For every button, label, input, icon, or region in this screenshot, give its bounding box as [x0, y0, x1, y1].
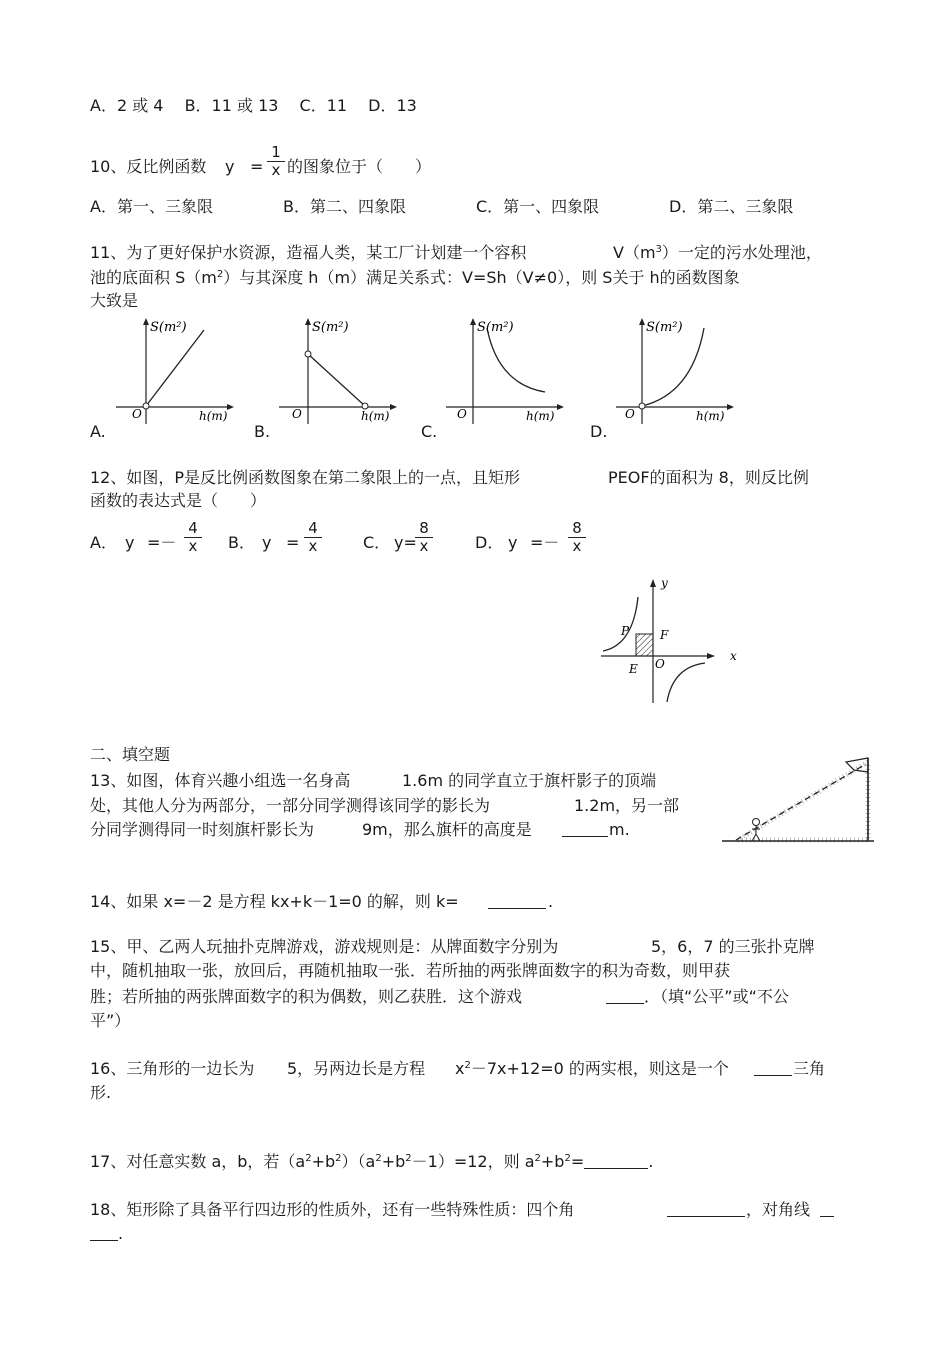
q16-line1e: 三角: [793, 1059, 826, 1078]
q15-line1a: 15、甲、乙两人玩抽扑克牌游戏，游戏规则是：从牌面数字分别为: [90, 937, 559, 956]
q12-a-den: x: [184, 537, 202, 555]
q12-fig-o: O: [655, 657, 665, 671]
q12-c-fraction: [415, 520, 433, 555]
q12-d-num: 8: [572, 519, 582, 537]
q16-answer-blank: [754, 1061, 792, 1076]
q13-line1a: 13、如图，体育兴趣小组选一名身高: [90, 771, 351, 790]
q16-line1a: 16、三角形的一边长为: [90, 1059, 255, 1078]
q18-line1b: ，对角线: [746, 1200, 811, 1219]
q12-fig-f: F: [660, 628, 669, 642]
q11-line2: 池的底面积 $S(m^2)$与其深度 h（m）满足关系式：V=Sh（V≠0），则 S关于 h的函数图象: [90, 268, 740, 287]
q10-prefix: 10、反比例函数: [90, 157, 207, 176]
q16-line2: 形.: [90, 1083, 112, 1102]
q12-c-pre: y=: [394, 533, 417, 552]
q11-line3: 大致是: [90, 291, 139, 310]
q13-flagpole-figure: [718, 752, 878, 847]
q12-d-fraction: [568, 520, 586, 555]
q11-c-origin: O: [457, 407, 467, 421]
q12-a-fraction: [184, 520, 202, 555]
q10-option-c: C．第一、四象限: [476, 197, 600, 216]
q12-c-label: C．: [363, 533, 391, 552]
q10-option-d: D．第二、三象限: [669, 197, 794, 216]
q11-d-ylabel: S(m²): [646, 320, 683, 335]
q15-line1b: 5，6，7 的三张扑克牌: [651, 937, 815, 956]
q11-b-ylabel: S(m²): [312, 320, 349, 335]
q11-a-ylabel: S(m²): [150, 320, 187, 335]
q12-a-label: A．: [90, 533, 117, 552]
q11-line1a: 11、为了更好保护水资源，造福人类，某工厂计划建一个容积: [90, 243, 527, 262]
q11-a-xlabel: h(m): [199, 409, 228, 423]
q15-line3a: 胜；若所抽的两张牌面数字的积为偶数，则乙获胜．这个游戏: [90, 987, 523, 1006]
q11-c-ylabel: S(m²): [477, 320, 514, 335]
q15-answer-blank: [606, 989, 644, 1004]
q11-label-a: A.: [90, 422, 106, 441]
q12-b-fraction: [304, 520, 322, 555]
q11-label-c: C.: [421, 422, 438, 441]
q10-suffix: 的图象位于（ ）: [287, 157, 432, 176]
q18-diagonal-blank-start: [820, 1202, 834, 1217]
q18-line2: .: [118, 1224, 124, 1243]
section-fill-in-title: 二、填空题: [90, 745, 171, 764]
q11-line1b: $V(m^3)$一定的污水处理池，: [613, 243, 822, 262]
q11-label-d: D.: [590, 422, 608, 441]
q10-fraction: [267, 144, 285, 179]
q12-d-var: y: [508, 533, 518, 552]
q14-answer-blank: [488, 894, 546, 909]
q16-line1c: $x^2-7x+12=0$ 的两实根，则这是一个: [455, 1059, 729, 1078]
q12-a-eq: =－: [147, 533, 177, 552]
q12-fig-p: P: [621, 624, 630, 638]
q12-d-label: D．: [475, 533, 504, 552]
q14-end: .: [548, 892, 554, 911]
q12-c-den: x: [415, 537, 433, 555]
q13-line3c: m.: [609, 820, 630, 839]
q11-b-origin: O: [292, 407, 302, 421]
q13-line3a: 分同学测得同一时刻旗杆影长为: [90, 820, 315, 839]
q12-c-num: 8: [419, 519, 429, 537]
q11-c-xlabel: h(m): [526, 409, 555, 423]
q10-num: 1: [271, 143, 281, 161]
q12-d-eq: =－: [530, 533, 560, 552]
q10-den: x: [267, 161, 285, 179]
q18-line1a: 18、矩形除了具备平行四边形的性质外，还有一些特殊性质：四个角: [90, 1200, 575, 1219]
q13-line3b: 9m，那么旗杆的高度是: [362, 820, 532, 839]
q12-fig-e: E: [629, 662, 638, 676]
q12-line1a: 12、如图，P是反比例函数图象在第二象限上的一点，且矩形: [90, 468, 521, 487]
q10-var: y: [225, 157, 235, 176]
q10-option-a: A．第一、三象限: [90, 197, 213, 216]
q10-option-b: B．第二、四象限: [283, 197, 406, 216]
q11-d-origin: O: [625, 407, 635, 421]
q12-fig-y: y: [661, 576, 668, 590]
q13-line1b: 1.6m 的同学直立于旗杆影子的顶端: [402, 771, 657, 790]
q12-b-num: 4: [308, 519, 318, 537]
q11-graph-d: [612, 314, 737, 426]
q11-graph-a: [112, 314, 237, 426]
q12-figure: [597, 575, 747, 710]
q17-text: 17、对任意实数 a，b，若$(a^2+b^2)(a^2+b^2-1)=12$，则 $a^2+b^2=$ .: [90, 1152, 654, 1171]
q15-line2: 中，随机抽取一张，放回后，再随机抽取一张．若所抽的两张牌面数字的积为奇数，则甲获: [90, 961, 731, 980]
q18-diagonal-blank-end: [90, 1226, 118, 1241]
q17-answer-blank: [584, 1154, 648, 1169]
q11-label-b: B.: [254, 422, 271, 441]
q16-line1b: 5，另两边长是方程: [287, 1059, 426, 1078]
q12-b-label: B．: [228, 533, 255, 552]
q11-graph-c: [442, 314, 567, 426]
q13-line2b: 1.2m，另一部: [574, 796, 680, 815]
q12-line1b: PEOF的面积为 8，则反比例: [608, 468, 809, 487]
q18-angles-blank: [667, 1202, 745, 1217]
q11-b-xlabel: h(m): [361, 409, 390, 423]
q11-d-xlabel: h(m): [696, 409, 725, 423]
q13-answer-blank: [562, 822, 608, 837]
q13-line2a: 处，其他人分为两部分，一部分同学测得该同学的影长为: [90, 796, 491, 815]
q12-d-den: x: [568, 537, 586, 555]
q12-a-var: y: [125, 533, 135, 552]
q10-eq: =: [250, 157, 264, 176]
q11-a-origin: O: [132, 407, 142, 421]
q14-text: 14、如果 x=－2 是方程 kx+k－1=0 的解，则 k=: [90, 892, 459, 911]
q12-a-num: 4: [188, 519, 198, 537]
q12-fig-x: x: [730, 649, 737, 663]
q9-options: A．2 或 4 B．11 或 13 C．11 D．13: [90, 96, 417, 115]
q15-line3b: ．（填“公平”或“不公: [644, 987, 789, 1006]
q11-graph-b: [275, 314, 400, 426]
q12-b-eq: =: [286, 533, 300, 552]
q12-line2: 函数的表达式是（ ）: [90, 491, 267, 510]
q12-b-den: x: [304, 537, 322, 555]
q12-b-var: y: [262, 533, 272, 552]
q15-line4: 平”）: [90, 1011, 131, 1030]
